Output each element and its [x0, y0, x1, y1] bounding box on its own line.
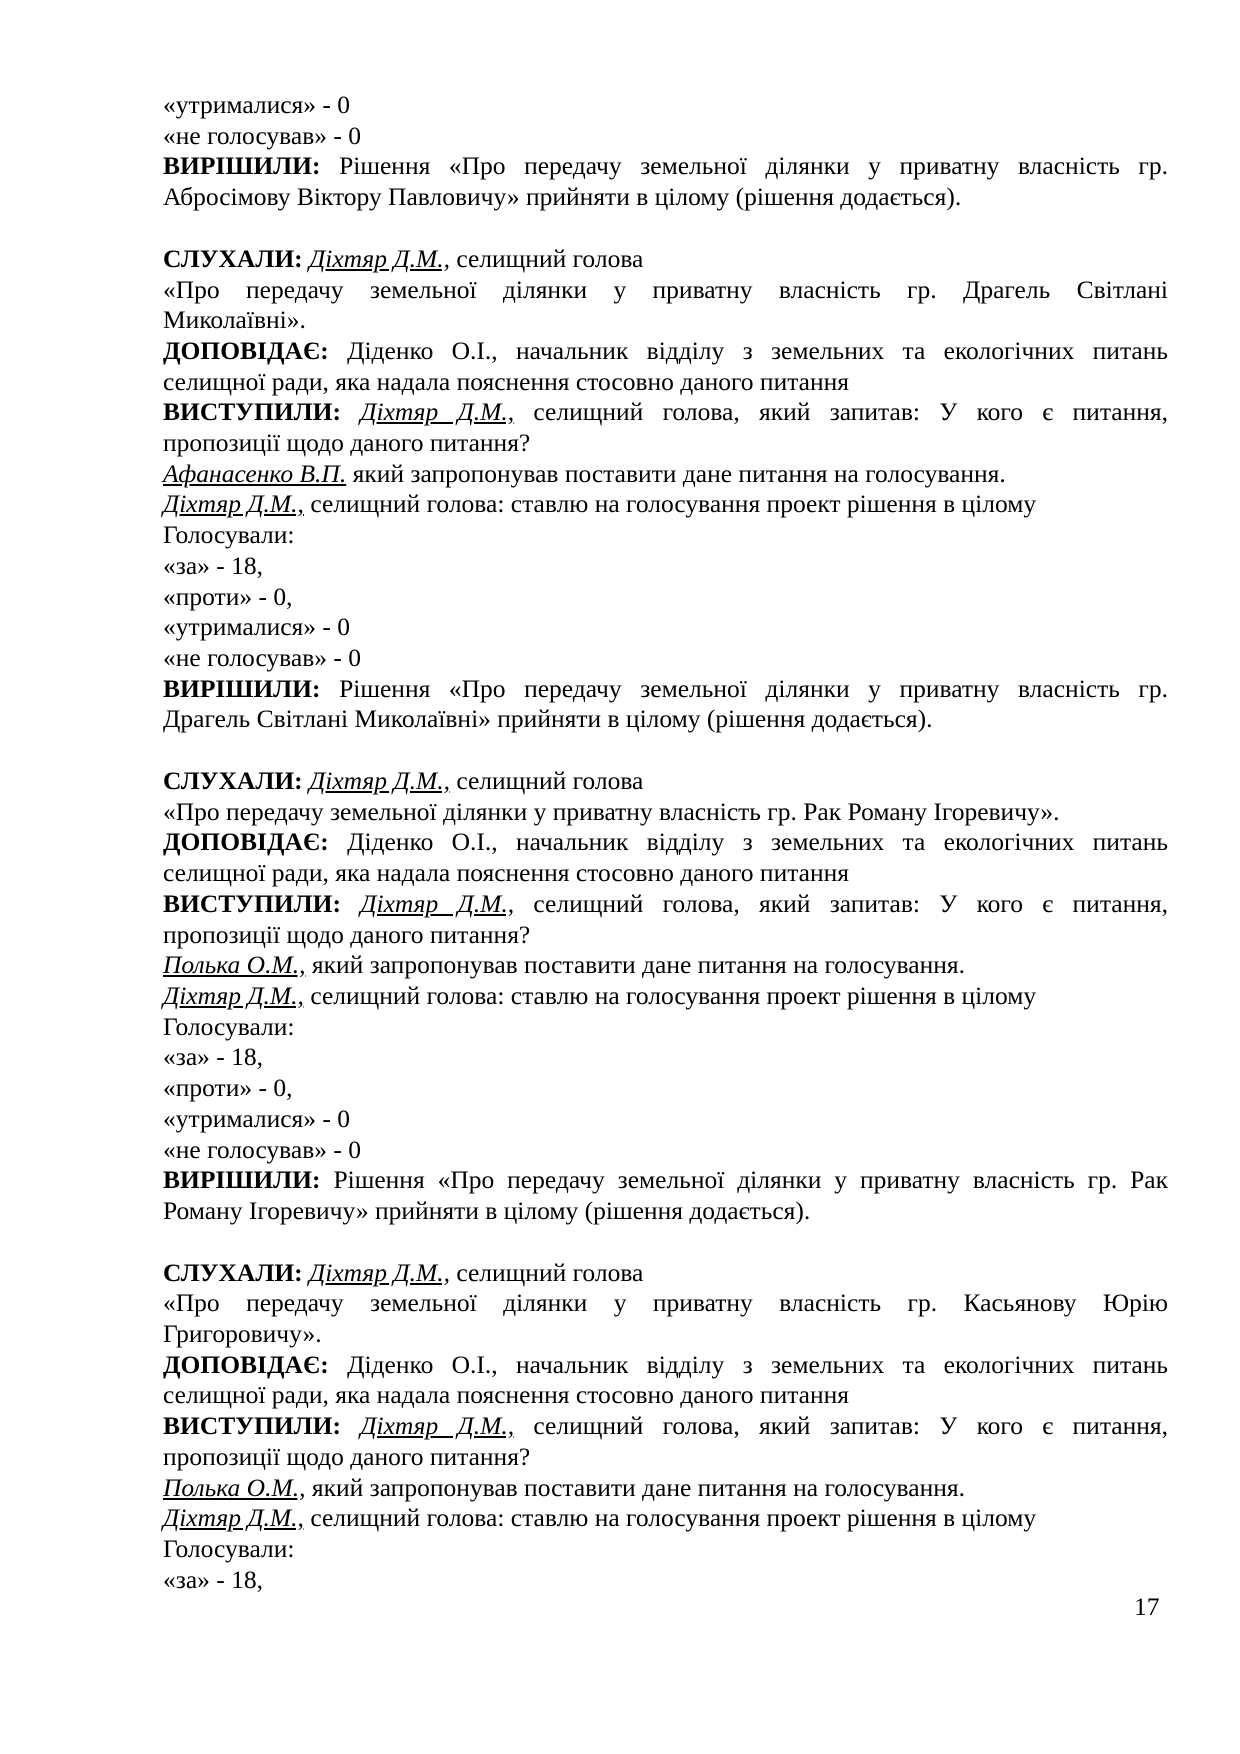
chair-name: Діхтяр Д.М.,: [163, 980, 304, 1010]
heard-line: [163, 1258, 1168, 1289]
decision-line-continued: Абросімову Віктору Павловичу» прийняти в цілому (рішення додається).: [163, 182, 962, 212]
report-line: [163, 827, 1168, 858]
vote-not-voted: «не голосував» - 0: [163, 120, 361, 150]
section-gap: [163, 735, 1168, 766]
speaker-name: Діхтяр Д.М.,: [309, 1257, 450, 1287]
proposer-name: Полька О.М.,: [163, 950, 306, 980]
decision-line: [163, 674, 1168, 705]
vote-for: «за» - 18,: [163, 1042, 264, 1072]
proposer-name: Полька О.М.,: [163, 1472, 306, 1502]
heard-line: [163, 766, 1168, 797]
proposer-line: [163, 459, 1168, 490]
decided-label: ВИРІШИЛИ:: [163, 1165, 321, 1195]
chair-name: Діхтяр Д.М.,: [163, 1503, 304, 1533]
chair-line: [163, 981, 1168, 1012]
vote-for: «за» - 18,: [163, 550, 264, 580]
speaker-name: Діхтяр Д.М.,: [360, 1411, 515, 1441]
spoke-label: ВИСТУПИЛИ:: [163, 397, 341, 427]
decision-line: [163, 151, 1168, 182]
reports-label: ДОПОВІДАЄ:: [163, 827, 329, 857]
decision-line-continued: Драгель Світлані Миколаївні» прийняти в цілому (рішення додається).: [163, 704, 933, 734]
decided-label: ВИРІШИЛИ:: [163, 673, 321, 703]
spoke-line-continued: пропозиції щодо даного питання?: [163, 428, 531, 458]
heard-label: СЛУХАЛИ:: [163, 243, 303, 273]
vote-for: «за» - 18,: [163, 1564, 264, 1594]
topic-line: «Про передачу земельної ділянки у приватну власність гр. Драгель Світлані: [163, 274, 1168, 304]
report-line-continued: селищної ради, яка надала пояснення стосовно даного питання: [163, 858, 850, 888]
chair-line: [163, 1503, 1168, 1534]
reports-label: ДОПОВІДАЄ:: [163, 1349, 329, 1379]
topic-line: «Про передачу земельної ділянки у приватну власність гр. Рак Роману Ігоревичу».: [163, 796, 1060, 826]
decision-text: Рішення «Про передачу земельної ділянки у приватну власність гр.: [339, 673, 1169, 703]
section-gap: [163, 1227, 1168, 1258]
spoke-label: ВИСТУПИЛИ:: [163, 888, 341, 918]
report-line-continued: селищної ради, яка надала пояснення стосовно даного питання: [163, 366, 850, 396]
section-gap: [163, 213, 1168, 244]
decision-text: Рішення «Про передачу земельної ділянки у приватну власність гр.: [339, 151, 1169, 181]
speaker-name: Діхтяр Д.М.,: [309, 243, 450, 273]
document-page: [163, 90, 1168, 1595]
report-text: Діденко О.І., начальник відділу з земельних та екологічних питань: [347, 1349, 1169, 1379]
spoke-text: селищний голова, який запитав: У кого є питання,: [533, 888, 1168, 918]
speaker-name: Діхтяр Д.М.,: [360, 397, 515, 427]
vote-abstained: «утрималися» - 0: [163, 90, 351, 119]
vote-abstained: «утрималися» - 0: [163, 1103, 351, 1133]
chair-name: Діхтяр Д.М.,: [163, 489, 304, 519]
proposer-name: Афанасенко В.П.: [163, 458, 347, 488]
decision-text: Рішення «Про передачу земельної ділянки у приватну власність гр. Рак: [333, 1165, 1169, 1195]
vote-not-voted: «не голосував» - 0: [163, 1134, 361, 1164]
proposer-line: [163, 1473, 1168, 1504]
spoke-text: селищний голова, який запитав: У кого є питання,: [533, 397, 1168, 427]
heard-label: СЛУХАЛИ:: [163, 1257, 303, 1287]
voted-label: Голосували:: [163, 520, 295, 550]
voted-label: Голосували:: [163, 1011, 295, 1041]
topic-line: «Про передачу земельної ділянки у приватну власність гр. Касьянову Юрію: [163, 1288, 1168, 1318]
spoke-label: ВИСТУПИЛИ:: [163, 1411, 341, 1441]
heard-line: [163, 244, 1168, 275]
proposer-line: [163, 950, 1168, 981]
topic-line-continued: Григоровичу».: [163, 1319, 322, 1349]
report-text: Діденко О.І., начальник відділу з земельних та екологічних питань: [347, 827, 1169, 857]
chair-text: селищний голова: ставлю на голосування проект рішення в цілому: [310, 1503, 1037, 1533]
page-number: 17: [1134, 1592, 1160, 1621]
chair-text: селищний голова: ставлю на голосування проект рішення в цілому: [310, 489, 1037, 519]
report-line: [163, 1350, 1168, 1381]
voted-label: Голосували:: [163, 1533, 295, 1563]
spoke-text: селищний голова, який запитав: У кого є питання,: [533, 1411, 1168, 1441]
proposer-text: який запропонував поставити дане питання на голосування.: [352, 458, 1006, 488]
spoke-line: [163, 397, 1168, 428]
spoke-line: [163, 1411, 1168, 1442]
vote-against: «проти» - 0,: [163, 581, 293, 611]
report-text: Діденко О.І., начальник відділу з земельних та екологічних питань: [347, 335, 1169, 365]
proposer-text: який запропонував поставити дане питання на голосування.: [311, 1472, 965, 1502]
decision-line-continued: Роману Ігоревичу» прийняти в цілому (рішення додається).: [163, 1195, 811, 1225]
vote-against: «проти» - 0,: [163, 1073, 293, 1103]
spoke-line-continued: пропозиції щодо даного питання?: [163, 1441, 531, 1471]
topic-line-continued: Миколаївні».: [163, 305, 306, 335]
speaker-role: селищний голова: [456, 1257, 644, 1287]
report-line-continued: селищної ради, яка надала пояснення стосовно даного питання: [163, 1380, 850, 1410]
decision-line: [163, 1165, 1168, 1196]
reports-label: ДОПОВІДАЄ:: [163, 335, 329, 365]
chair-text: селищний голова: ставлю на голосування проект рішення в цілому: [310, 980, 1037, 1010]
vote-abstained: «утрималися» - 0: [163, 612, 351, 642]
speaker-role: селищний голова: [456, 243, 644, 273]
decided-label: ВИРІШИЛИ:: [163, 151, 321, 181]
vote-not-voted: «не голосував» - 0: [163, 642, 361, 672]
chair-line: [163, 489, 1168, 520]
speaker-name: Діхтяр Д.М.,: [360, 888, 515, 918]
spoke-line: [163, 889, 1168, 920]
heard-label: СЛУХАЛИ:: [163, 766, 303, 796]
spoke-line-continued: пропозиції щодо даного питання?: [163, 919, 531, 949]
report-line: [163, 336, 1168, 367]
speaker-role: селищний голова: [456, 766, 644, 796]
speaker-name: Діхтяр Д.М.,: [309, 766, 450, 796]
proposer-text: який запропонував поставити дане питання на голосування.: [311, 950, 965, 980]
